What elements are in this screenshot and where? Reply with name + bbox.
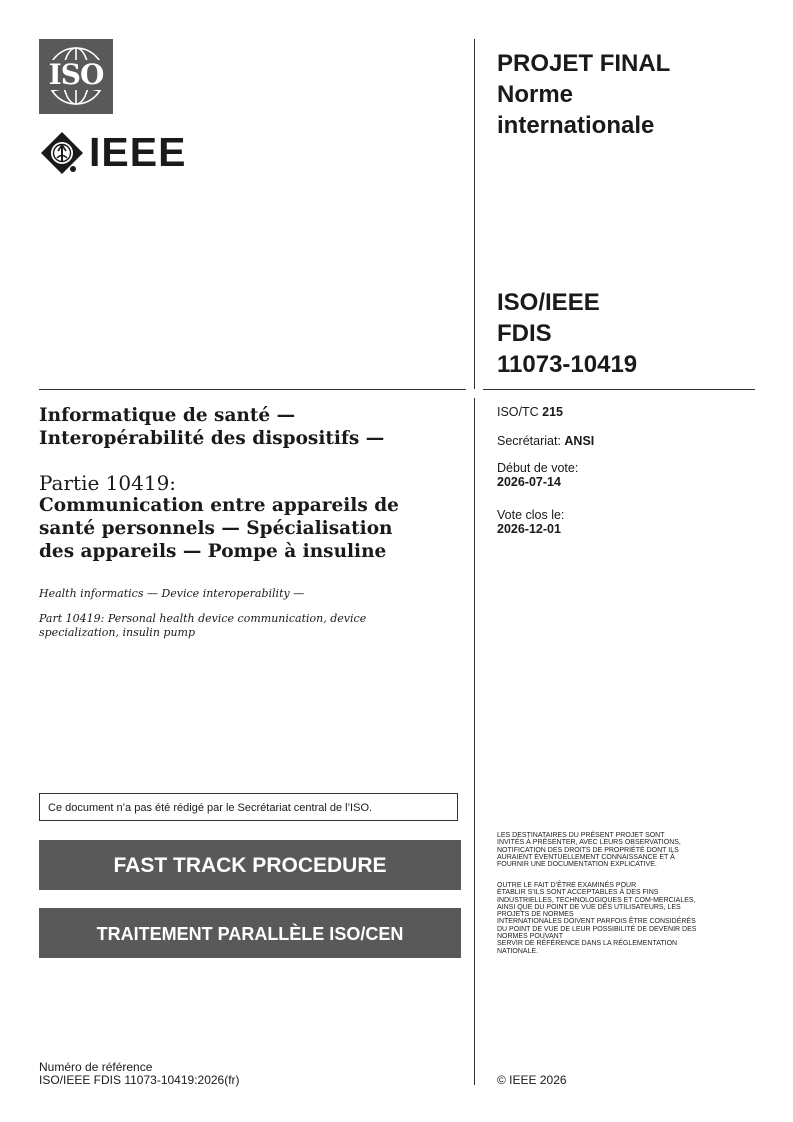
- document-title-sub: Communication entre appareils de santé personnels — Spécialisation des appareils — Pompe à insuline: [39, 495, 399, 562]
- ieee-logo-text: IEEE: [89, 129, 187, 175]
- secretariat-notice: Ce document n’a pas été rédigé par le Secrétariat central de l’ISO.: [39, 793, 458, 821]
- vertical-divider-bottom: [474, 398, 475, 1085]
- iso-logo: [39, 39, 113, 114]
- project-type-line1: Norme: [497, 81, 574, 108]
- document-title-part: Partie 10419:: [39, 471, 177, 495]
- project-status: PROJET FINAL: [497, 50, 671, 77]
- doc-id-line2: FDIS: [497, 320, 552, 347]
- english-title-part: Part 10419: Personal health device communication, device specialization, insulin pump: [39, 612, 367, 639]
- project-type-line2: internationale: [497, 112, 655, 139]
- doc-id-line3: 11073-10419: [497, 351, 638, 378]
- copyright: © IEEE 2026: [497, 1073, 567, 1087]
- iso-logo-text: ISO: [45, 60, 107, 90]
- english-title-main: Health informatics — Device interoperability —: [39, 587, 305, 600]
- fineprint-paragraph-2: OUTRE LE FAIT D’ÊTRE EXAMINÉS POUR ÉTABLIR S’ILS SONT ACCEPTABLES À DES FINS INDUSTRIELLES, TECHNOLOGIQUES ET COM-MERCIALES, AINSI QUE DU POINT DE VUE DES UTILISATEURS, LES PROJETS DE NORMES INTERNATIONALES DOIVENT PARFOIS ÊTRE CONSIDÉRÉS DU POINT DE VUE DE LEUR POSSIBILITÉ DE DEVENIR DES NORMES POUVANT SERVIR DE RÉFÉRENCE DANS LA RÉGLEMENTATION NATIONALE.: [497, 882, 697, 955]
- secretariat: Secrétariat: ANSI: [497, 434, 595, 448]
- doc-id-line1: ISO/IEEE: [497, 289, 600, 316]
- document-title-main: Informatique de santé — Interopérabilité des dispositifs —: [39, 405, 385, 449]
- parallel-procedure-banner: TRAITEMENT PARALLÈLE ISO/CEN: [39, 908, 461, 958]
- ieee-diamond-icon: [40, 131, 84, 175]
- technical-committee: ISO/TC 215: [497, 405, 564, 419]
- vote-end: Vote clos le: 2026-12-01: [497, 508, 565, 536]
- vertical-divider-top: [474, 39, 475, 389]
- project-header: [497, 48, 670, 141]
- fast-track-banner: FAST TRACK PROCEDURE: [39, 840, 461, 890]
- horizontal-divider-right: [483, 389, 755, 390]
- reference-number: Numéro de référence ISO/IEEE FDIS 11073-10419:2026(fr): [39, 1060, 240, 1087]
- horizontal-divider-left: [39, 389, 466, 390]
- fineprint-paragraph-1: LES DESTINATAIRES DU PRÉSENT PROJET SONT INVITÉS À PRÉSENTER, AVEC LEURS OBSERVATIONS, NOTIFICATION DES DROITS DE PROPRIÉTÉ DONT ILS AURAIENT ÉVENTUELLEMENT CONNAISSANCE ET À FOURNIR UNE DOCUMENTATION EXPLICATIVE.: [497, 832, 681, 869]
- vote-start: Début de vote: 2026-07-14: [497, 461, 579, 489]
- document-identifier: [497, 287, 637, 380]
